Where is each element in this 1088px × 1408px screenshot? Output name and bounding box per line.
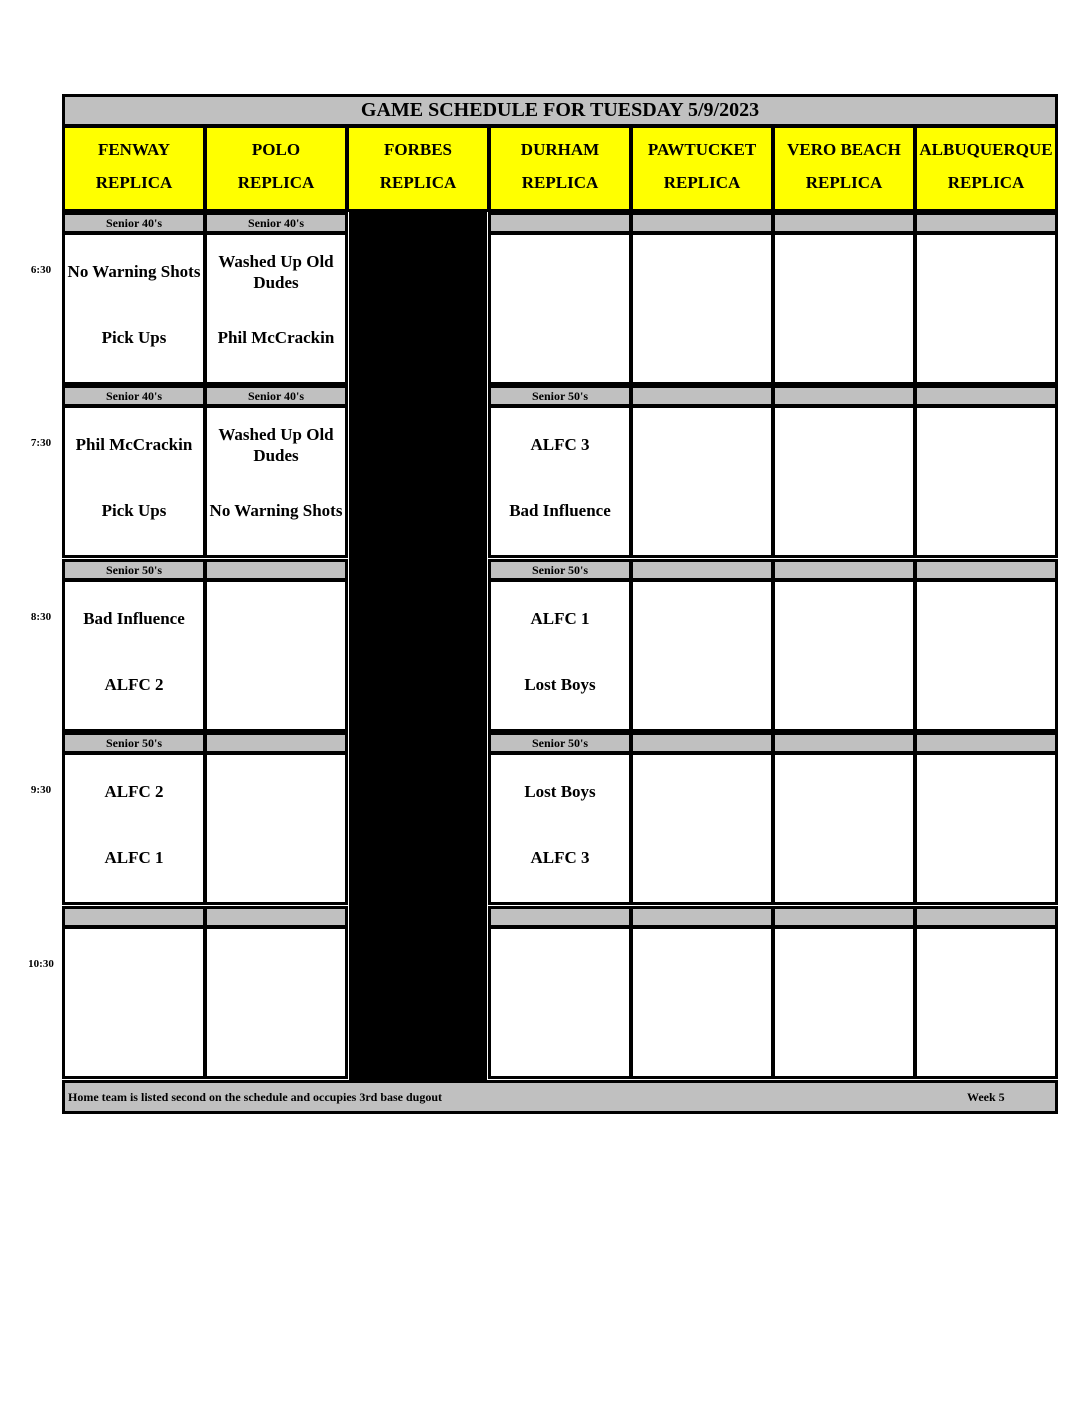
time-label: 9:30 bbox=[30, 784, 52, 796]
division-label: Senior 50's bbox=[488, 732, 632, 754]
away-team: Phil McCrackin bbox=[75, 435, 193, 454]
game-cell bbox=[630, 405, 774, 558]
field-type: REPLICA bbox=[379, 173, 457, 192]
game-cell bbox=[488, 405, 632, 558]
field-name: FENWAY bbox=[97, 140, 171, 159]
division-label: Senior 50's bbox=[488, 385, 632, 407]
game-cell bbox=[204, 579, 348, 732]
field-header-forbes bbox=[346, 125, 490, 212]
division-label: Senior 50's bbox=[62, 732, 206, 754]
field-name: PAWTUCKET bbox=[647, 140, 757, 159]
field-header-polo bbox=[204, 125, 348, 212]
field-type: REPLICA bbox=[237, 173, 315, 192]
division-label bbox=[772, 385, 916, 407]
home-team: Bad Influence bbox=[509, 501, 611, 520]
home-team: Pick Ups bbox=[101, 328, 167, 347]
division-label: Senior 50's bbox=[488, 559, 632, 581]
game-cell bbox=[62, 752, 206, 905]
field-header-albuquerque bbox=[914, 125, 1058, 212]
field-type: REPLICA bbox=[805, 173, 883, 192]
division-label bbox=[630, 732, 774, 754]
game-cell bbox=[62, 232, 206, 385]
division-label bbox=[630, 385, 774, 407]
home-team-note: Home team is listed second on the schedule and occupies 3rd base dugout bbox=[68, 1090, 443, 1104]
division-label bbox=[914, 385, 1058, 407]
field-header-pawtucket bbox=[630, 125, 774, 212]
game-cell bbox=[630, 926, 774, 1079]
game-cell bbox=[914, 926, 1058, 1079]
field-header-fenway bbox=[62, 125, 206, 212]
division-label bbox=[630, 212, 774, 234]
division-label bbox=[772, 559, 916, 581]
field-name: VERO BEACH bbox=[787, 140, 901, 159]
field-header-durham bbox=[488, 125, 632, 212]
footer-bar bbox=[62, 1080, 1058, 1114]
game-cell bbox=[772, 752, 916, 905]
game-cell bbox=[772, 579, 916, 732]
away-team: ALFC 3 bbox=[530, 435, 590, 454]
division-label bbox=[62, 906, 206, 928]
game-cell bbox=[62, 405, 206, 558]
division-label bbox=[914, 212, 1058, 234]
game-cell bbox=[772, 405, 916, 558]
game-cell bbox=[914, 752, 1058, 905]
home-team: Pick Ups bbox=[101, 501, 167, 520]
game-cell bbox=[772, 232, 916, 385]
game-cell bbox=[914, 232, 1058, 385]
division-label: Senior 40's bbox=[204, 212, 348, 234]
time-label: 8:30 bbox=[30, 611, 52, 623]
home-team: ALFC 3 bbox=[530, 848, 590, 867]
division-label bbox=[204, 559, 348, 581]
home-team: Phil McCrackin bbox=[217, 328, 335, 347]
division-label: Senior 50's bbox=[62, 559, 206, 581]
game-cell bbox=[630, 579, 774, 732]
field-type: REPLICA bbox=[947, 173, 1025, 192]
game-cell bbox=[914, 405, 1058, 558]
game-cell bbox=[62, 579, 206, 732]
division-label bbox=[772, 212, 916, 234]
game-cell bbox=[488, 232, 632, 385]
division-label: Senior 40's bbox=[62, 212, 206, 234]
field-header-vero-beach bbox=[772, 125, 916, 212]
field-type: REPLICA bbox=[663, 173, 741, 192]
time-label: 10:30 bbox=[28, 958, 54, 970]
division-label bbox=[772, 732, 916, 754]
away-team: ALFC 1 bbox=[530, 609, 590, 628]
game-cell bbox=[488, 752, 632, 905]
home-team: Lost Boys bbox=[524, 675, 596, 694]
field-name: DURHAM bbox=[520, 140, 600, 159]
field-name: ALBUQUERQUE bbox=[919, 140, 1053, 159]
time-label: 6:30 bbox=[30, 264, 52, 276]
schedule-title: GAME SCHEDULE FOR TUESDAY 5/9/2023 bbox=[62, 94, 1058, 127]
game-cell bbox=[204, 926, 348, 1079]
time-label: 7:30 bbox=[30, 437, 52, 449]
schedule-sheet bbox=[62, 94, 1058, 1114]
game-cell bbox=[630, 232, 774, 385]
division-label bbox=[204, 732, 348, 754]
field-name: FORBES bbox=[383, 140, 453, 159]
division-label: Senior 40's bbox=[62, 385, 206, 407]
game-cell bbox=[488, 579, 632, 732]
away-team: Washed Up Old Dudes bbox=[218, 252, 334, 292]
week-label: Week 5 bbox=[967, 1090, 1005, 1104]
division-label bbox=[488, 906, 632, 928]
game-cell bbox=[630, 752, 774, 905]
division-label bbox=[630, 559, 774, 581]
closed-field-column bbox=[349, 212, 487, 1080]
away-team: Lost Boys bbox=[524, 782, 596, 801]
away-team: Bad Influence bbox=[83, 609, 185, 628]
division-label bbox=[488, 212, 632, 234]
away-team: No Warning Shots bbox=[67, 262, 201, 281]
division-label bbox=[204, 906, 348, 928]
game-cell bbox=[204, 752, 348, 905]
away-team: ALFC 2 bbox=[104, 782, 164, 801]
division-label bbox=[630, 906, 774, 928]
game-cell bbox=[488, 926, 632, 1079]
division-label bbox=[914, 906, 1058, 928]
home-team: No Warning Shots bbox=[209, 501, 343, 520]
game-cell bbox=[62, 926, 206, 1079]
away-team: Washed Up Old Dudes bbox=[218, 425, 334, 465]
division-label: Senior 40's bbox=[204, 385, 348, 407]
home-team: ALFC 1 bbox=[104, 848, 164, 867]
division-label bbox=[914, 559, 1058, 581]
game-cell bbox=[772, 926, 916, 1079]
game-cell bbox=[204, 232, 348, 385]
field-name: POLO bbox=[251, 140, 301, 159]
field-type: REPLICA bbox=[95, 173, 173, 192]
division-label bbox=[914, 732, 1058, 754]
game-cell bbox=[204, 405, 348, 558]
division-label bbox=[772, 906, 916, 928]
game-cell bbox=[914, 579, 1058, 732]
field-type: REPLICA bbox=[521, 173, 599, 192]
home-team: ALFC 2 bbox=[104, 675, 164, 694]
